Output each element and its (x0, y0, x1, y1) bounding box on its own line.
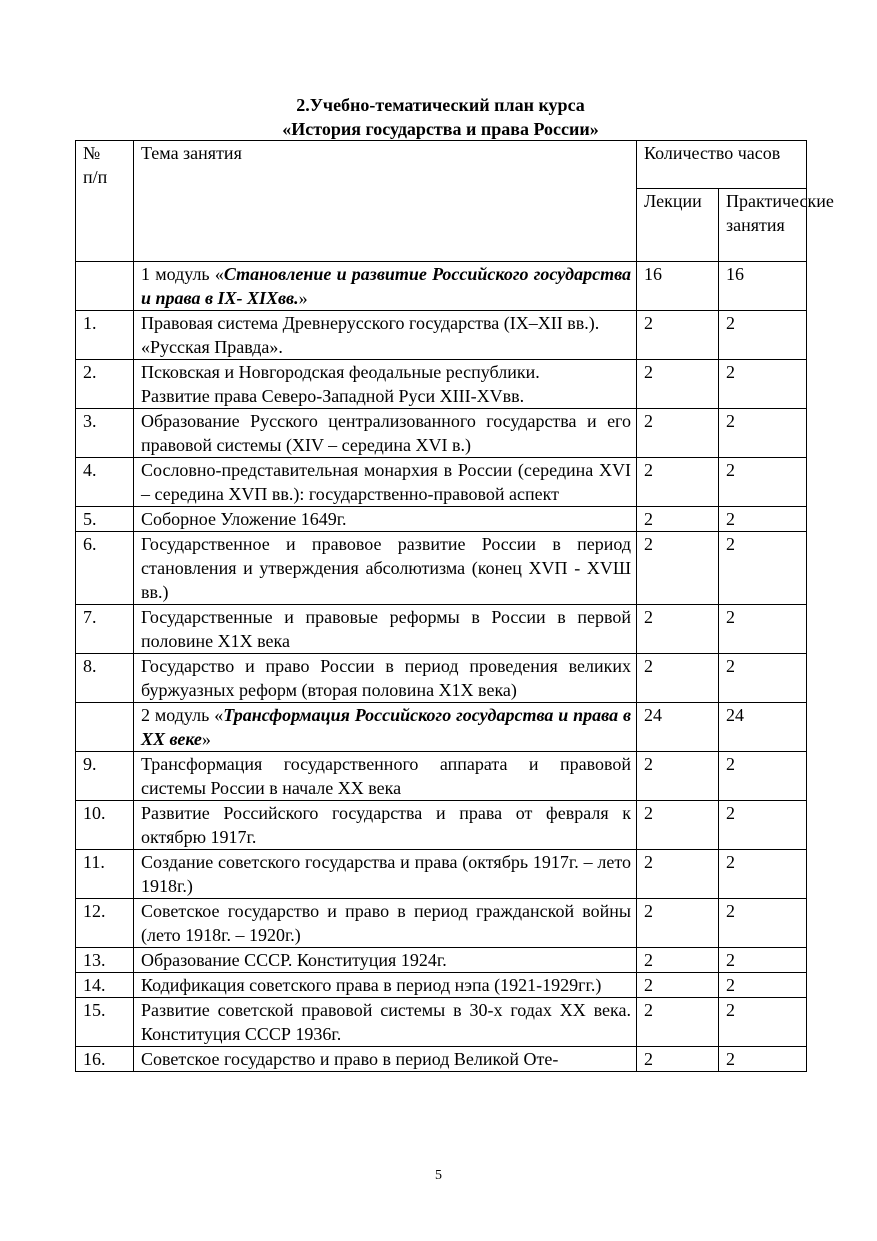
row-practical: 2 (719, 409, 807, 458)
row-topic-text-2: Развитие права Северо-Западной Руси XIII-XVвв. (141, 386, 525, 406)
row-number: 10. (76, 801, 134, 850)
row-number: 15. (76, 998, 134, 1047)
row-lectures: 2 (637, 458, 719, 507)
page-number: 5 (435, 1168, 442, 1183)
row-number: 12. (76, 899, 134, 948)
row-number: 6. (76, 532, 134, 605)
row-lectures: 2 (637, 1047, 719, 1072)
row-number: 5. (76, 507, 134, 532)
row-practical: 2 (719, 458, 807, 507)
table-row (76, 752, 807, 801)
module-lectures: 16 (637, 262, 719, 311)
table-row (76, 507, 807, 532)
module-title (134, 703, 637, 752)
curriculum-table (75, 140, 834, 1072)
row-practical: 2 (719, 998, 807, 1047)
row-topic (134, 948, 637, 973)
row-topic (134, 605, 637, 654)
table-row (76, 458, 807, 507)
row-topic (134, 998, 637, 1047)
header-topic: Тема занятия (134, 141, 637, 262)
table-row (76, 801, 807, 850)
row-practical: 2 (719, 311, 807, 360)
row-topic-text: Сословно-представительная монархия в России (середина XVI – середина XVП вв.): государственно-правовой аспект (141, 460, 631, 504)
table-row (76, 948, 807, 973)
table-row (76, 605, 807, 654)
row-topic (134, 1047, 637, 1072)
row-lectures: 2 (637, 654, 719, 703)
row-topic-text: Трансформация государственного аппарата и правовой системы России в начале XX века (141, 754, 631, 798)
row-number: 14. (76, 973, 134, 998)
header-number (76, 141, 134, 262)
module-title (134, 262, 637, 311)
row-topic (134, 311, 637, 360)
row-number: 7. (76, 605, 134, 654)
row-topic-text: Советское государство и право в период Великой Оте- (141, 1049, 559, 1069)
row-topic (134, 458, 637, 507)
table-row (76, 899, 807, 948)
row-number: 9. (76, 752, 134, 801)
header-number-line1: № (83, 143, 101, 163)
row-topic-text: Создание советского государства и права (октябрь 1917г. – лето 1918г.) (141, 852, 631, 896)
document-subtitle: «История государства и права России» (282, 119, 599, 139)
row-topic-text: Правовая система Древнерусского государства (IX–XII вв.). (141, 313, 600, 333)
row-topic (134, 360, 637, 409)
row-topic-text: Развитие Российского государства и права от февраля к октябрю 1917г. (141, 803, 631, 847)
table-row (76, 360, 807, 409)
row-practical: 2 (719, 973, 807, 998)
row-lectures: 2 (637, 899, 719, 948)
header-number-line2: п/п (83, 167, 108, 187)
row-topic-text: Государственное и правовое развитие России в период становления и утверждения абсолютизма (конец XVП - XVШ вв.) (141, 534, 631, 602)
header-row (76, 141, 807, 189)
row-topic (134, 654, 637, 703)
header-hours: Количество часов (637, 141, 807, 189)
row-lectures: 2 (637, 605, 719, 654)
module-prefix: 1 модуль « (141, 264, 224, 284)
row-practical: 2 (719, 899, 807, 948)
row-practical: 2 (719, 507, 807, 532)
table-row (76, 1047, 807, 1072)
table-row (76, 311, 807, 360)
table-row (76, 654, 807, 703)
row-topic (134, 899, 637, 948)
row-lectures: 2 (637, 360, 719, 409)
row-practical: 2 (719, 948, 807, 973)
row-number: 13. (76, 948, 134, 973)
module-suffix: » (201, 729, 211, 749)
header-practical: Практические занятия (719, 189, 807, 262)
module-practical: 16 (719, 262, 807, 311)
row-lectures: 2 (637, 532, 719, 605)
row-topic (134, 752, 637, 801)
row-topic-text: Государственные и правовые реформы в России в первой половине Х1Х века (141, 607, 631, 651)
row-topic-text-2: «Русская Правда». (141, 337, 283, 357)
row-topic (134, 973, 637, 998)
module-number (76, 703, 134, 752)
row-topic (134, 409, 637, 458)
row-topic (134, 507, 637, 532)
row-lectures: 2 (637, 973, 719, 998)
row-practical: 2 (719, 605, 807, 654)
row-lectures: 2 (637, 752, 719, 801)
row-lectures: 2 (637, 801, 719, 850)
table-row (76, 532, 807, 605)
row-practical: 2 (719, 850, 807, 899)
module-name: Трансформация Российского государства и права в XX веке (141, 705, 631, 749)
row-practical: 2 (719, 801, 807, 850)
header-lectures: Лекции (637, 189, 719, 262)
row-lectures: 2 (637, 409, 719, 458)
table-row (76, 850, 807, 899)
module-suffix: » (298, 288, 308, 308)
row-practical: 2 (719, 360, 807, 409)
row-topic-text: Псковская и Новгородская феодальные республики. (141, 362, 540, 382)
row-practical: 2 (719, 1047, 807, 1072)
row-lectures: 2 (637, 948, 719, 973)
module-number (76, 262, 134, 311)
row-topic-text: Развитие советской правовой системы в 30-х годах XX века. Конституция СССР 1936г. (141, 1000, 631, 1044)
row-topic (134, 801, 637, 850)
module-lectures: 24 (637, 703, 719, 752)
table-row (76, 409, 807, 458)
row-number: 1. (76, 311, 134, 360)
row-lectures: 2 (637, 998, 719, 1047)
row-topic-text: Государство и право России в период проведения великих буржуазных реформ (вторая половина Х1Х века) (141, 656, 631, 700)
row-topic (134, 532, 637, 605)
table-row (76, 998, 807, 1047)
row-topic-text: Советское государство и право в период гражданской войны (лето 1918г. – 1920г.) (141, 901, 631, 945)
table-row (76, 973, 807, 998)
module-practical: 24 (719, 703, 807, 752)
row-number: 4. (76, 458, 134, 507)
row-topic (134, 850, 637, 899)
row-lectures: 2 (637, 850, 719, 899)
row-number: 8. (76, 654, 134, 703)
row-number: 11. (76, 850, 134, 899)
row-number: 3. (76, 409, 134, 458)
row-topic-text: Образование СССР. Конституция 1924г. (141, 950, 447, 970)
row-lectures: 2 (637, 311, 719, 360)
module-row (76, 703, 807, 752)
row-topic-text: Образование Русского централизованного государства и его правовой системы (XIV – середина XVI в.) (141, 411, 631, 455)
module-name: Становление и развитие Российского государства и права в IX- XIXвв. (141, 264, 631, 308)
module-row (76, 262, 807, 311)
row-lectures: 2 (637, 507, 719, 532)
row-number: 2. (76, 360, 134, 409)
module-prefix: 2 модуль « (141, 705, 224, 725)
row-number: 16. (76, 1047, 134, 1072)
row-practical: 2 (719, 752, 807, 801)
row-topic-text: Кодификация советского права в период нэпа (1921-1929гг.) (141, 975, 602, 995)
document-title: 2.Учебно-тематический план курса (296, 95, 585, 115)
row-topic-text: Соборное Уложение 1649г. (141, 509, 347, 529)
row-practical: 2 (719, 532, 807, 605)
row-practical: 2 (719, 654, 807, 703)
